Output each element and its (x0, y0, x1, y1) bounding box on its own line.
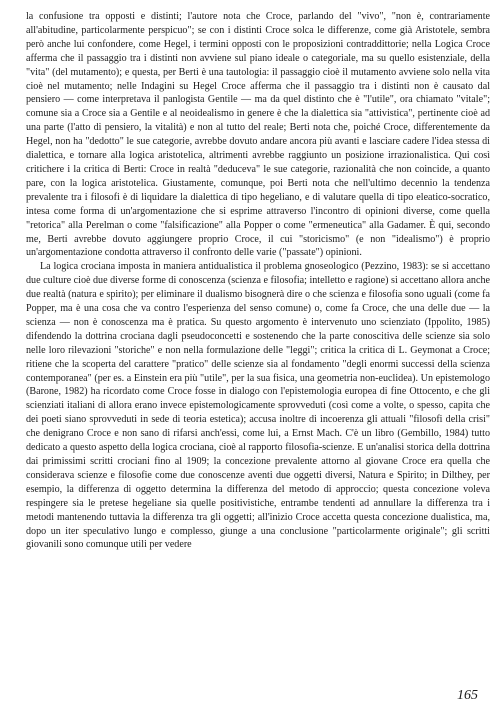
page-number: 165 (457, 688, 478, 703)
paragraph-crocean-logic: La logica crociana imposta in maniera antidualistica il problema gnoseologico (Pezzino, 1983): se si accettano due culture cioè due diverse forme di conoscenza (scienza e filosofia; intelletto e ragione) si accettano allora anche due realtà (natura e spirito); per eliminare il dualismo bisognerà dire o che scienza e filosofia sono uguali (come fa Popper, ma è una cosa che va contro l'esperienza del senso comune) o, come fa Croce, che una delle due — la scienza — non è conoscenza ma è pratica. Su questo argomento è intervenuto uno scienziato (Ippolito, 1985) difendendo la dottrina crociana dagli pseudoconcetti e sostenendo che la parte conoscitiva delle scienze sia solo nelle loro rilevazioni "storiche" e non nella formulazione delle "leggi"; critica la critica di L. Geymonat a Croce; ritiene che la scoperta del carattere "pratico" delle scienze sia al fondamento "degli enormi successi della scienza contemporanea" (per es. a Einstein era più "utile", per la sua fisica, una geometria non-euclidea). Un epistemologo (Barone, 1982) ha ricordato come Croce fosse in dialogo con l'epistemologia europea di fine Ottocento, e che gli scienziati italiani di allora erano invece epistemologicamente sprovveduti (così come a volte, o spesso, capita che dei poeti siano sprovveduti in sede di teoria estetica); accusa inoltre di incoerenza gli attuali "filosofi della crisi" che denigrano Croce e non sano di rifarsi anch'essi, come lui, a Ernst Mach. C'è un libro (Gembillo, 1984) tutto dedicato a questo aspetto della logica crociana, cioè al rapporto filosofia-scienze. E un'analisi storica della dottrina dai primissimi scritti crociani fino al 1909; la concezione prevalente attorno al giovane Croce era quella che considerava scienze e filosofie come due conoscenze aventi due oggetti diversi, Natura e Spirito; in Dilthey, per esempio, la differenza di oggetto determina la differenza del metodo di approccio; questa concezione voleva respingere sia le pretese hegeliane sia quelle positivistiche, entrambe tendenti ad annullare la differenza tra i metodi mantenendo tuttavia la differenza tra gli oggetti; all'inizio Croce accetta questa concezione dualistica, ma, dopo un iter speculativo lungo e complesso, giunge a una conclusione "particolarmente originale"; gli scritti giovanili sono comunque utili per vedere (26, 261, 490, 551)
paragraph-berti-critique: la confusione tra opposti e distinti; l'autore nota che Croce, parlando del "vivo", "non è, contrariamente all'abitudine, particolarmente perspicuo"; se con i distinti Croce solca le differenze, come già Aristotele, sembra però anche lui confondere, come Hegel, i termini opposti con le proposizioni contraddittorie; nella Logica Croce afferma che il passaggio tra i distinti non avviene sul piano ideale o categoriale, ma su quello esistenziale, della "vita" (del mutamento); e questa, per Berti è una tautologia: il passaggio cioè il mutamento avviene solo nella vita cioè nel mutamento; nelle Indagini su Hegel Croce afferma che il passaggio tra i distinti non è causato dal pensiero — come interpretava il panlogista Gentile — ma da quel distinto che è "l'utile", ora chiamato "vitale"; comune sia a Croce sia a Gentile e al neoidealismo in genere è che la dialettica sia "attivistica", pertinente cioè ad una parte (l'atto di pensiero, la vitalità) e non al tutto del reale; Berti nota che, poiché Croce, differentemente da Hegel, non ha "dedotto" le sue categorie, avrebbe dovuto andare ancora più avanti e lasciare cadere l'idea stessa di dialettica, e tornare alla logica aristotelica, altrimenti avrebbe raggiunto un posizione irrazionalistica. Qui così critichere i la critica di Berti: Croce in realtà "deduceva" le sue categorie, razionalità che non coincide, a quanto pare, con la logica aristotelica. Giustamente, comunque, poi Berti nota che nell'ultimo decennio la tendenza prevalente tra i filosofi è di liquidare la dialettica di tipo hegeliano, e di valutare quella di tipo eleatico-socratico, intesa come forma di un'argomentazione che si esprime attraverso l'incontro di opinioni diverse, come quella "retorica" alla Perelman o come "falsificazione" alla Popper o come "ermeneutica" alla Gadamer. È qui, secondo me, Berti avrebbe dovuto aggiungere proprio Croce, il cui "storicismo" (e non "idealismo") è proprio un'argomentazione condotta attraverso il confronto delle varie ("passate") opinioni. (26, 11, 490, 259)
page-body (26, 10, 490, 552)
